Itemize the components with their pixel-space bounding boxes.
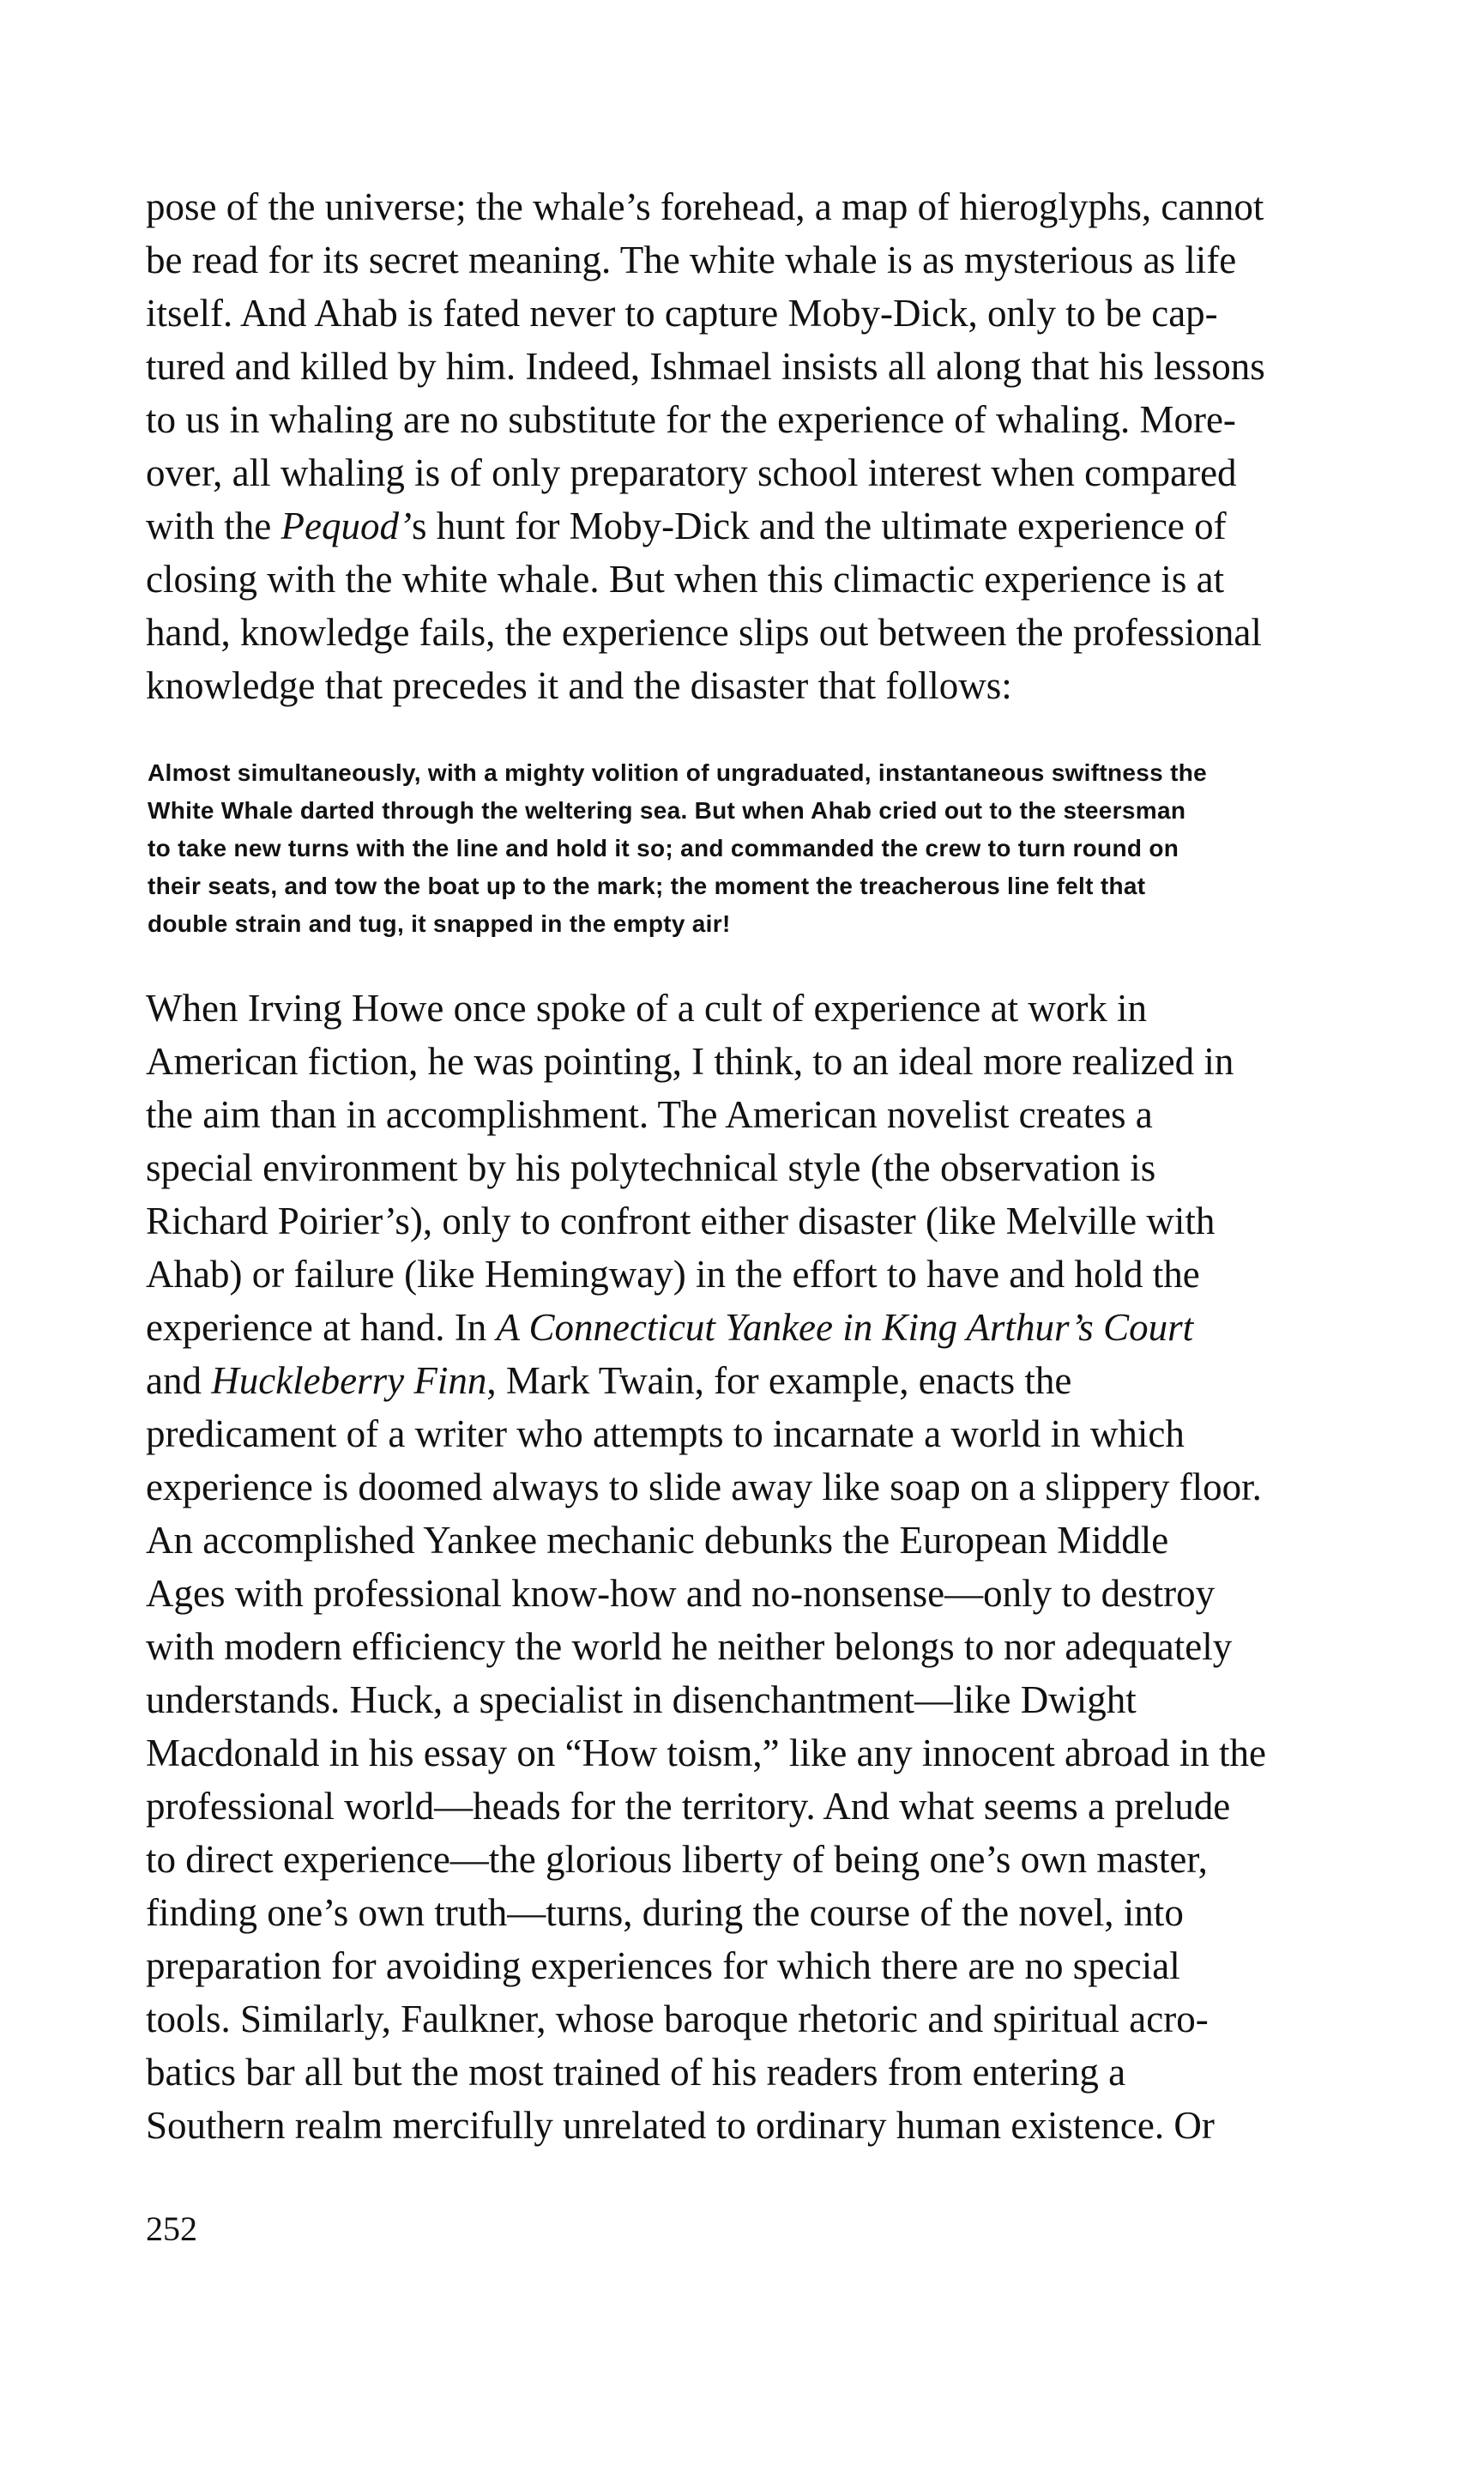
text-line: Ages with professional know-how and no-nonsense—only to destroy [146,1572,1216,1615]
text-line: experience at hand. In A Connecticut Yankee in King Arthur’s Court [146,1306,1194,1349]
text-line: pose of the universe; the whale’s forehead, a map of hieroglyphs, cannot [146,185,1264,228]
body-paragraph-2 [146,982,1360,2152]
text-line: When Irving Howe once spoke of a cult of experience at work in [146,987,1148,1030]
text-line: Southern realm mercifully unrelated to ordinary human existence. Or [146,2104,1215,2147]
text-line: itself. And Ahab is fated never to capture Moby-Dick, only to be cap- [146,292,1218,335]
quote-line: Almost simultaneously, with a mighty volition of ungraduated, instantaneous swiftness the [148,759,1207,786]
text-line: with the Pequod’s hunt for Moby-Dick and the ultimate experience of [146,505,1227,547]
text-line: predicament of a writer who attempts to incarnate a world in which [146,1412,1185,1455]
text-line: preparation for avoiding experiences for which there are no special [146,1944,1180,1987]
text-line: and Huckleberry Finn, Mark Twain, for example, enacts the [146,1359,1072,1402]
quote-line: double strain and tug, it snapped in the empty air! [148,910,731,937]
quote-line: White Whale darted through the weltering sea. But when Ahab cried out to the steersman [148,797,1186,824]
text-line: batics bar all but the most trained of his readers from entering a [146,2051,1126,2094]
text-line: over, all whaling is of only preparatory school interest when compared [146,451,1237,494]
text-line: with modern efficiency the world he neither belongs to nor adequately [146,1625,1233,1668]
text-line: professional world—heads for the territory. And what seems a prelude [146,1785,1231,1828]
block-quote [148,754,1348,943]
text-line: understands. Huck, a specialist in disenchantment—like Dwight [146,1678,1137,1721]
text-line: American fiction, he was pointing, I think, to an ideal more realized in [146,1040,1234,1083]
text-line: tured and killed by him. Indeed, Ishmael insists all along that his lessons [146,345,1265,388]
text-line: special environment by his polytechnical style (the observation is [146,1146,1156,1189]
text-line: experience is doomed always to slide away like soap on a slippery floor. [146,1466,1262,1508]
quote-line: their seats, and tow the boat up to the mark; the moment the treacherous line felt that [148,873,1146,899]
text-line: to us in whaling are no substitute for the experience of whaling. More- [146,398,1236,441]
page-number: 252 [146,2209,197,2248]
text-line: knowledge that precedes it and the disaster that follows: [146,664,1012,707]
text-line: the aim than in accomplishment. The American novelist creates a [146,1093,1153,1136]
text-line: An accomplished Yankee mechanic debunks the European Middle [146,1519,1169,1562]
book-title-italic: A Connecticut Yankee in King Arthur’s Court [496,1306,1194,1349]
text-line: closing with the white whale. But when this climactic experience is at [146,558,1225,601]
text-line: Macdonald in his essay on “How toism,” like any innocent abroad in the [146,1732,1266,1774]
text-line: tools. Similarly, Faulkner, whose baroque rhetoric and spiritual acro- [146,1998,1209,2040]
text-line: hand, knowledge fails, the experience slips out between the professional [146,611,1262,654]
text-line: Richard Poirier’s), only to confront either disaster (like Melville with [146,1200,1216,1242]
text-line: finding one’s own truth—turns, during the course of the novel, into [146,1891,1184,1934]
book-title-italic: Huckleberry Finn [211,1359,487,1402]
text-line: Ahab) or failure (like Hemingway) in the effort to have and hold the [146,1253,1200,1296]
body-paragraph-1 [146,180,1360,712]
ship-name-italic: Pequod’ [281,505,412,547]
quote-line: to take new turns with the line and hold it so; and commanded the crew to turn round on [148,835,1179,861]
text-line: to direct experience—the glorious liberty of being one’s own master, [146,1838,1208,1881]
text-line: be read for its secret meaning. The white whale is as mysterious as life [146,239,1237,281]
